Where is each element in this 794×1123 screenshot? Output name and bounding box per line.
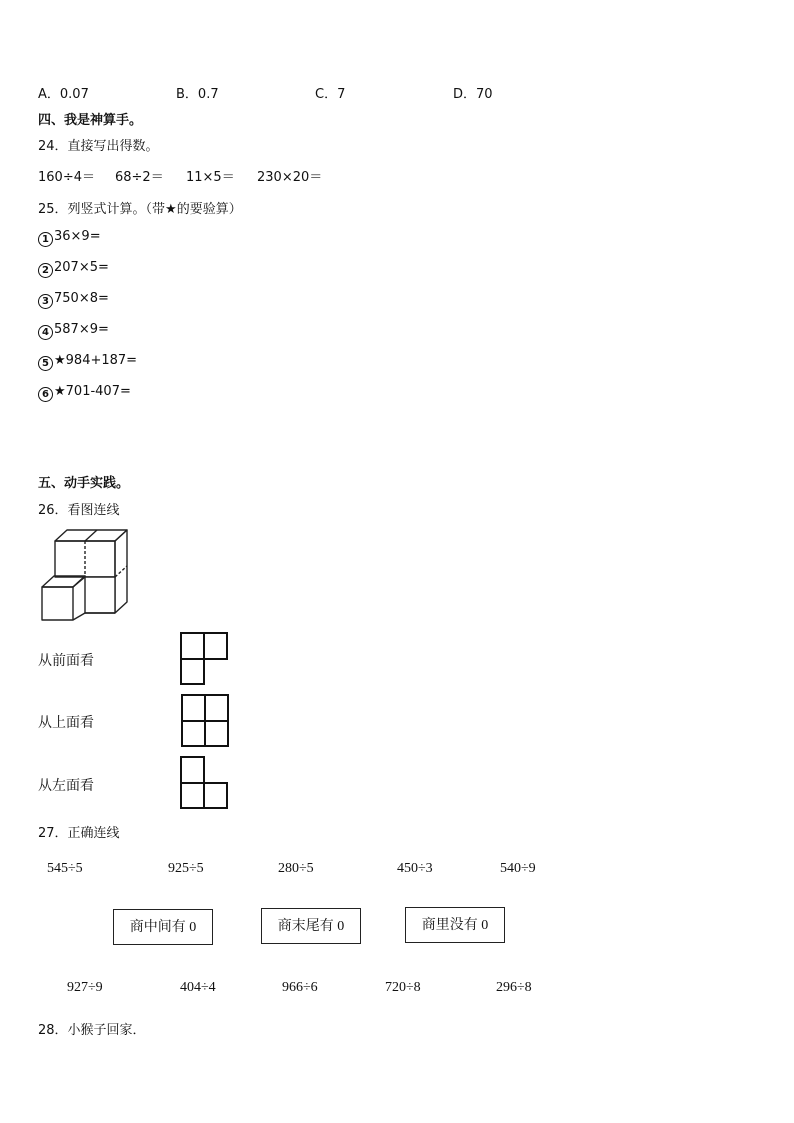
option-letter: C． [315, 87, 338, 102]
q25-item [38, 260, 109, 278]
division-expr: 450÷3 [397, 861, 433, 876]
q25-item [38, 291, 109, 309]
category-box-end-zero: 商末尾有 0 [261, 908, 361, 944]
division-expr: 720÷8 [385, 980, 421, 995]
division-expr: 925÷5 [168, 861, 204, 876]
q24-item: 68÷2＝ [115, 170, 164, 185]
section-4-heading: 四、我是神算手。 [38, 113, 143, 128]
circled-number: 5 [38, 356, 53, 371]
q25-title: 25．列竖式计算。（带★的要验算） [38, 202, 242, 217]
view-shape-2 [181, 694, 231, 748]
q25-expr: 587×9= [54, 322, 109, 337]
division-expr: 280÷5 [278, 861, 314, 876]
option-value: 70 [476, 87, 493, 102]
view-shape-1 [180, 632, 230, 686]
circled-number: 3 [38, 294, 53, 309]
circled-number: 6 [38, 387, 53, 402]
view-label-top: 从上面看 [38, 715, 94, 731]
q25-item [38, 353, 137, 371]
q25-expr: 36×9= [54, 229, 101, 244]
circled-number: 2 [38, 263, 53, 278]
option-letter: B． [176, 87, 198, 102]
q24-title: 24．直接写出得数。 [38, 139, 159, 154]
division-expr: 545÷5 [47, 861, 83, 876]
option-value: 0.07 [59, 87, 89, 102]
view-label-left: 从左面看 [38, 778, 94, 794]
option-letter: D． [453, 87, 477, 102]
division-expr: 404÷4 [180, 980, 216, 995]
option-value: 0.7 [197, 87, 219, 102]
view-label-front: 从前面看 [38, 653, 94, 669]
q26-title: 26．看图连线 [38, 503, 120, 518]
option-value: 7 [337, 87, 346, 102]
q25-expr: ★701-407= [54, 384, 131, 399]
division-expr: 540÷9 [500, 861, 536, 876]
q24-item: 160÷4＝ [38, 170, 95, 185]
option-a [38, 83, 89, 102]
q25-item [38, 229, 101, 247]
circled-number: 1 [38, 232, 53, 247]
q25-item [38, 322, 109, 340]
option-b [176, 83, 219, 102]
q25-expr: ★984+187= [54, 353, 138, 368]
division-expr: 927÷9 [67, 980, 103, 995]
q24-item: 230×20＝ [257, 170, 323, 185]
cube-stack-figure [40, 529, 130, 623]
q28-title: 28．小猴子回家． [38, 1023, 146, 1038]
division-expr: 296÷8 [496, 980, 532, 995]
q25-item [38, 384, 131, 402]
q27-title: 27．正确连线 [38, 826, 120, 841]
category-box-middle-zero: 商中间有 0 [113, 909, 213, 945]
q24-item: 11×5＝ [186, 170, 235, 185]
q25-expr: 750×8= [54, 291, 109, 306]
section-5-heading: 五、动手实践。 [38, 476, 130, 491]
circled-number: 4 [38, 325, 53, 340]
view-shape-3 [180, 756, 230, 810]
category-box-no-zero: 商里没有 0 [405, 907, 505, 943]
option-letter: A． [38, 87, 60, 102]
q25-expr: 207×5= [54, 260, 109, 275]
option-c [315, 83, 345, 102]
division-expr: 966÷6 [282, 980, 318, 995]
option-d [453, 83, 493, 102]
